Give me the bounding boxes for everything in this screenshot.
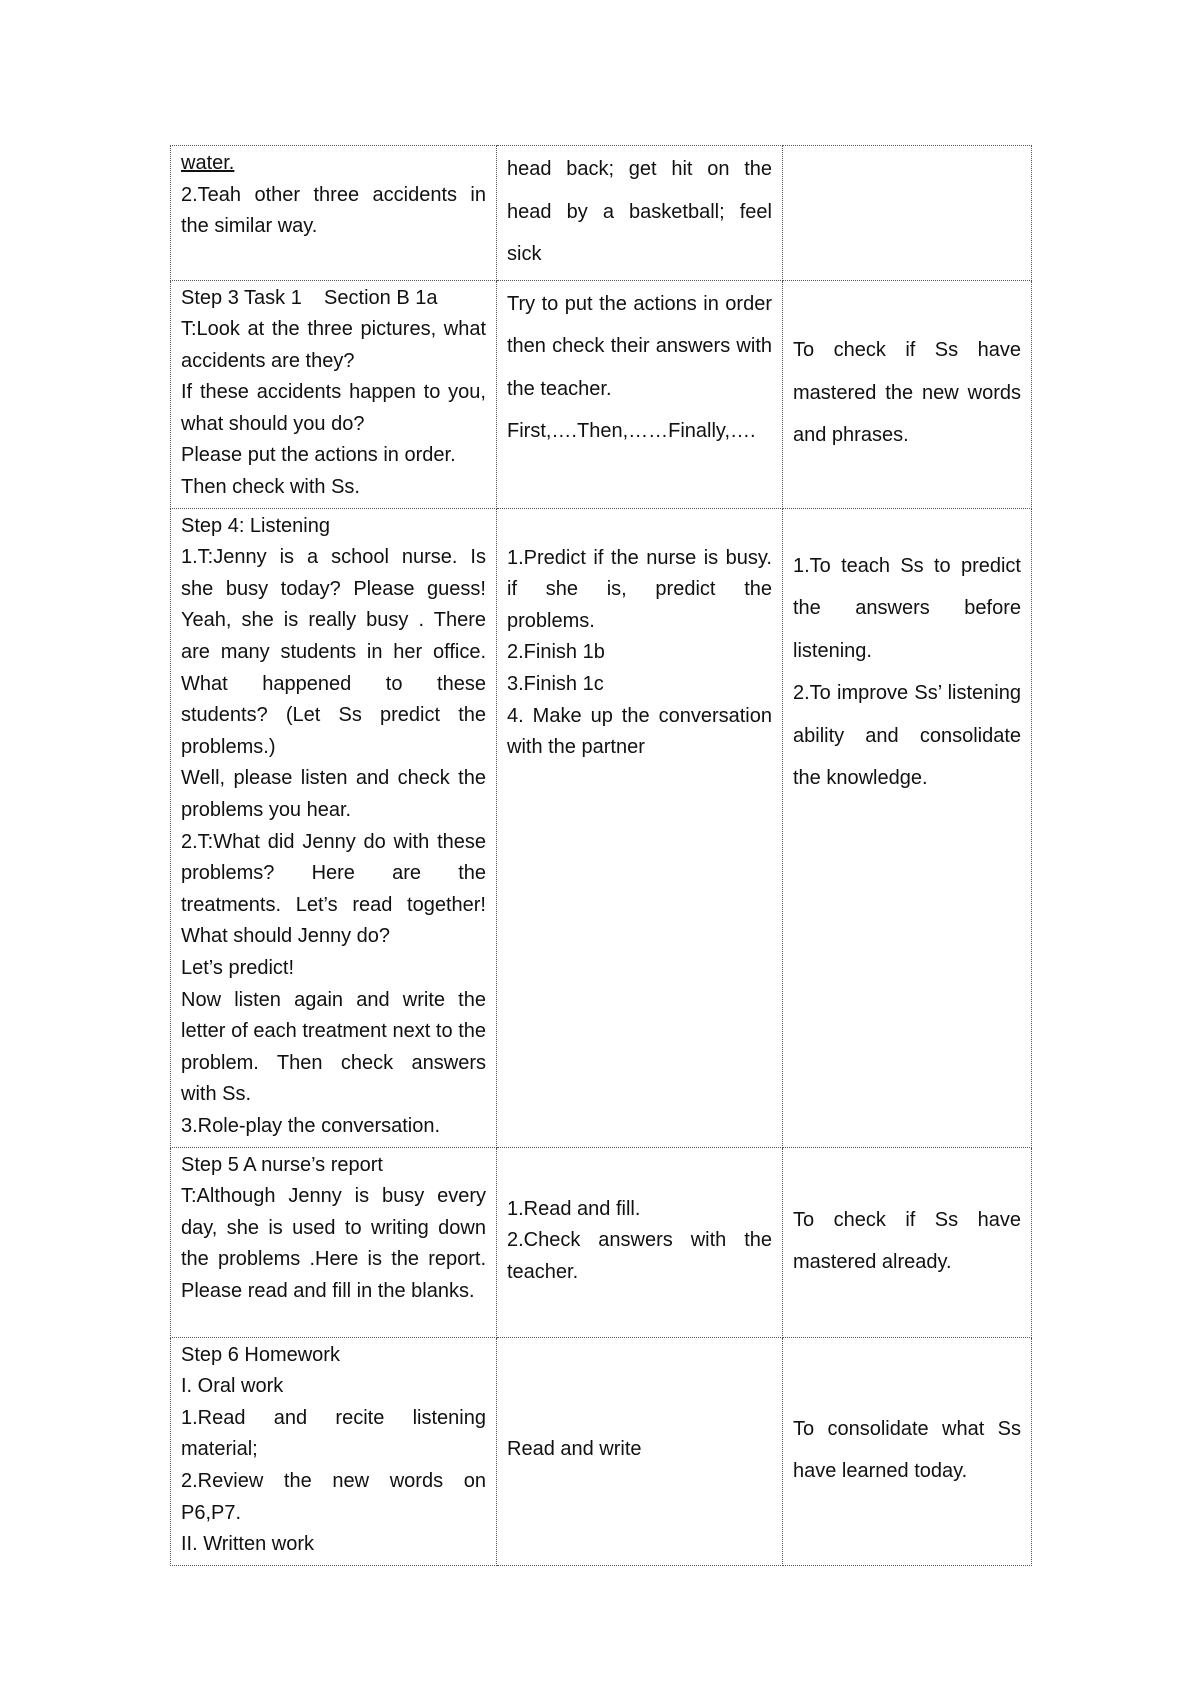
cell-text: Please put the actions in order. — [181, 444, 456, 467]
cell-text: 2.Check answers with the teacher. — [507, 1229, 772, 1283]
cell-text: 1.Read and fill. — [507, 1197, 641, 1220]
table-row — [171, 280, 1032, 508]
table-row — [171, 146, 1032, 281]
cell-text: 3.Role-play the conversation. — [181, 1114, 441, 1137]
cell-text: 2.T:What did Jenny do with these problems? Here are the treatments. Let’s read together! What should Jenny do? — [181, 830, 486, 948]
purpose-cell — [783, 508, 1032, 1147]
cell-text: 1.Predict if the nurse is busy. if she is, predict the problems. — [507, 546, 772, 632]
cell-text: To check if Ss have mastered the new words and phrases. — [793, 339, 1021, 447]
cell-text: Step 5 A nurse’s report — [181, 1153, 383, 1176]
cell-text: 4. Make up the conversation with the partner — [507, 704, 772, 759]
student-activity-cell — [497, 146, 783, 281]
cell-text: Read and write — [507, 1438, 642, 1461]
teacher-activity-cell — [171, 1337, 497, 1565]
cell-text: 3.Finish 1c — [507, 673, 604, 696]
teacher-activity-cell — [171, 280, 497, 508]
student-activity-cell — [497, 1337, 783, 1565]
table-row — [171, 1337, 1032, 1565]
cell-text: T:Although Jenny is busy every day, she is used to writing down the problems .Here is the report. Please read and fill in the blanks. — [181, 1185, 486, 1302]
cell-text: T:Look at the three pictures, what accidents are they? — [181, 318, 486, 372]
teacher-activity-cell — [171, 146, 497, 281]
cell-text: If these accidents happen to you, what should you do? — [181, 381, 486, 435]
purpose-cell — [783, 1147, 1032, 1337]
teacher-activity-cell — [171, 1147, 497, 1337]
cell-text: Step 4: Listening — [181, 514, 330, 537]
cell-text: 2.Finish 1b — [507, 641, 605, 664]
student-activity-cell — [497, 280, 783, 508]
cell-text: 2.Review the new words on P6,P7. — [181, 1469, 486, 1524]
cell-text: I. Oral work — [181, 1375, 284, 1398]
cell-text: water. — [181, 152, 235, 174]
purpose-cell — [783, 1337, 1032, 1565]
cell-text: 1.Read and recite listening material; — [181, 1406, 486, 1461]
student-activity-cell — [497, 508, 783, 1147]
cell-text: 2.Teah other three accidents in the similar way. — [181, 183, 486, 238]
cell-text: Step 3 Task 1 Section B 1a — [181, 286, 438, 309]
cell-text: Let’s predict! — [181, 956, 295, 979]
cell-text: Then check with Ss. — [181, 476, 360, 499]
cell-text: First,….Then,……Finally,…. — [507, 420, 756, 442]
cell-text: 1.T:Jenny is a school nurse. Is she busy today? Please guess! Yeah, she is really busy . There are many students in her office. What happened to these students? (Let Ss predict the problems.) — [181, 546, 486, 758]
cell-text: head back; get hit on the head by a basketball; feel sick — [507, 158, 772, 265]
cell-text: II. Written work — [181, 1533, 314, 1556]
student-activity-cell — [497, 1147, 783, 1337]
purpose-cell — [783, 146, 1032, 281]
cell-text: Well, please listen and check the problems you hear. — [181, 767, 486, 821]
lesson-plan-table — [170, 145, 1032, 1566]
cell-text: 1.To teach Ss to predict the answers before listening. — [793, 554, 1021, 662]
cell-text: To consolidate what Ss have learned today. — [793, 1417, 1021, 1483]
table-row — [171, 508, 1032, 1147]
cell-text: Now listen again and write the letter of each treatment next to the problem. Then check answers with Ss. — [181, 988, 486, 1106]
cell-text: Try to put the actions in order then check their answers with the teacher. — [507, 292, 772, 400]
purpose-cell — [783, 280, 1032, 508]
table-row — [171, 1147, 1032, 1337]
cell-text: 2.To improve Ss’ listening ability and consolidate the knowledge. — [793, 682, 1021, 790]
teacher-activity-cell — [171, 508, 497, 1147]
cell-text: To check if Ss have mastered already. — [793, 1208, 1021, 1274]
cell-text: Step 6 Homework — [181, 1343, 340, 1366]
